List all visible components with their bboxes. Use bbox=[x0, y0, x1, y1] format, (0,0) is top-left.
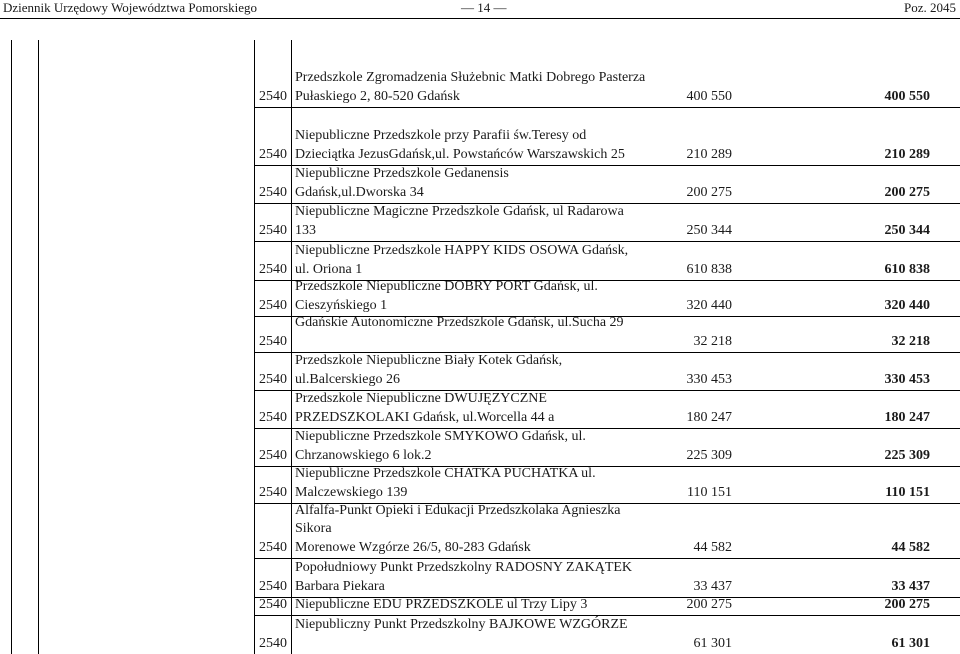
total-value: 320 440 bbox=[884, 298, 930, 313]
institution-description bbox=[295, 165, 735, 202]
description-line: Niepubliczne EDU PRZEDSZKOLE ul Trzy Lipy 3 bbox=[295, 596, 588, 612]
table-row bbox=[0, 203, 960, 241]
table-row bbox=[0, 106, 960, 165]
table-row bbox=[0, 352, 960, 390]
section-code: 2540 bbox=[259, 540, 287, 555]
description-line bbox=[295, 333, 735, 352]
description-line: Przedszkole Niepubliczne DOBRY PORT Gdańsk, ul. bbox=[295, 279, 598, 294]
institution-description bbox=[295, 69, 735, 106]
section-code: 2540 bbox=[259, 597, 287, 612]
table-row bbox=[0, 615, 960, 654]
table-row bbox=[0, 165, 960, 203]
table-row bbox=[0, 44, 960, 107]
total-value: 610 838 bbox=[884, 262, 930, 277]
description-line bbox=[295, 635, 735, 654]
amount-value: 225 309 bbox=[686, 448, 732, 463]
description-line: Niepubliczne Magiczne Przedszkole Gdańsk, ul Radarowa bbox=[295, 204, 624, 219]
table-row bbox=[0, 503, 960, 558]
description-line: Dzieciątka JezusGdańsk,ul. Powstańców Warszawskich 25 bbox=[295, 146, 625, 162]
description-line: ul. Oriona 1 bbox=[295, 261, 363, 277]
amount-value: 44 582 bbox=[693, 540, 732, 555]
table-row bbox=[0, 241, 960, 280]
amount-value: 61 301 bbox=[693, 636, 732, 651]
description-line: Pułaskiego 2, 80-520 Gdańsk bbox=[295, 88, 460, 104]
total-value: 44 582 bbox=[891, 540, 930, 555]
description-line: Przedszkole Niepubliczne Biały Kotek Gdańsk, bbox=[295, 353, 563, 368]
section-code: 2540 bbox=[259, 185, 287, 200]
table-row bbox=[0, 428, 960, 466]
description-line: Niepubliczne Przedszkole Gedanensis bbox=[295, 166, 509, 181]
table-row bbox=[0, 390, 960, 428]
description-line: Niepubliczny Punkt Przedszkolny BAJKOWE WZGÓRZE bbox=[295, 617, 628, 632]
description-line: Gdańskie Autonomiczne Przedszkole Gdańsk, ul.Sucha 29 bbox=[295, 315, 624, 330]
description-line: Niepubliczne Przedszkole CHATKA PUCHATKA ul. bbox=[295, 466, 596, 481]
table-row bbox=[0, 558, 960, 597]
table-row bbox=[0, 597, 960, 615]
description-line: Niepubliczne Przedszkole przy Parafii św.Teresy od bbox=[295, 128, 587, 143]
institution-description bbox=[295, 278, 735, 315]
description-line: Chrzanowskiego 6 lok.2 bbox=[295, 447, 432, 463]
description-line: Morenowe Wzgórze 26/5, 80-283 Gdańsk bbox=[295, 539, 531, 555]
page-number: — 14 — bbox=[461, 0, 507, 15]
amount-value: 180 247 bbox=[686, 410, 732, 425]
total-value: 200 275 bbox=[884, 597, 930, 612]
institution-description bbox=[295, 127, 735, 164]
institution-description bbox=[295, 465, 735, 502]
amount-value: 32 218 bbox=[693, 334, 732, 349]
section-code: 2540 bbox=[259, 223, 287, 238]
total-value: 330 453 bbox=[884, 372, 930, 387]
institution-description bbox=[295, 428, 735, 465]
institution-description bbox=[295, 390, 735, 427]
section-code: 2540 bbox=[259, 262, 287, 277]
section-code: 2540 bbox=[259, 89, 287, 104]
section-code: 2540 bbox=[259, 372, 287, 387]
description-line: Przedszkole Zgromadzenia Służebnic Matki Dobrego Pasterza bbox=[295, 70, 646, 85]
section-code: 2540 bbox=[259, 485, 287, 500]
description-line: Alfalfa-Punkt Opieki i Edukacji Przedszkolaka Agnieszka bbox=[295, 502, 621, 518]
section-code: 2540 bbox=[259, 410, 287, 425]
total-value: 225 309 bbox=[884, 448, 930, 463]
section-code: 2540 bbox=[259, 448, 287, 463]
table-row bbox=[0, 280, 960, 316]
amount-value: 610 838 bbox=[686, 262, 732, 277]
page-header bbox=[0, 0, 960, 19]
institution-description bbox=[295, 314, 735, 351]
institution-description bbox=[295, 559, 735, 596]
amount-value: 200 275 bbox=[686, 185, 732, 200]
amount-value: 210 289 bbox=[686, 147, 732, 162]
description-line: PRZEDSZKOLAKI Gdańsk, ul.Worcella 44 a bbox=[295, 409, 555, 425]
amount-value: 110 151 bbox=[687, 485, 732, 500]
table-row bbox=[0, 316, 960, 352]
institution-description bbox=[295, 596, 735, 615]
institution-description bbox=[295, 242, 735, 279]
amount-value: 320 440 bbox=[686, 298, 732, 313]
total-value: 200 275 bbox=[884, 185, 930, 200]
section-code: 2540 bbox=[259, 636, 287, 651]
total-value: 180 247 bbox=[884, 410, 930, 425]
institution-description bbox=[295, 616, 735, 653]
description-line: Popołudniowy Punkt Przedszkolny RADOSNY ZAKĄTEK bbox=[295, 560, 633, 575]
total-value: 33 437 bbox=[891, 579, 930, 594]
table-row bbox=[0, 466, 960, 503]
description-line: Sikora bbox=[295, 521, 332, 536]
section-code: 2540 bbox=[259, 334, 287, 349]
description-line: Malczewskiego 139 bbox=[295, 484, 408, 500]
institution-description bbox=[295, 203, 735, 240]
amount-value: 400 550 bbox=[686, 89, 732, 104]
total-value: 110 151 bbox=[885, 485, 930, 500]
description-line: Gdańsk,ul.Dworska 34 bbox=[295, 184, 424, 200]
institution-description bbox=[295, 502, 735, 558]
position-number: Poz. 2045 bbox=[904, 0, 956, 15]
amount-value: 33 437 bbox=[693, 579, 732, 594]
total-value: 400 550 bbox=[884, 89, 930, 104]
section-code: 2540 bbox=[259, 298, 287, 313]
description-line: Przedszkole Niepubliczne DWUJĘZYCZNE bbox=[295, 391, 547, 406]
total-value: 32 218 bbox=[891, 334, 930, 349]
total-value: 61 301 bbox=[891, 636, 930, 651]
total-value: 250 344 bbox=[884, 223, 930, 238]
description-line: Niepubliczne Przedszkole SMYKOWO Gdańsk, ul. bbox=[295, 429, 586, 444]
description-line: ul.Balcerskiego 26 bbox=[295, 371, 400, 387]
description-line: Niepubliczne Przedszkole HAPPY KIDS OSOWA Gdańsk, bbox=[295, 243, 629, 258]
section-code: 2540 bbox=[259, 147, 287, 162]
total-value: 210 289 bbox=[884, 147, 930, 162]
section-code: 2540 bbox=[259, 579, 287, 594]
amount-value: 330 453 bbox=[686, 372, 732, 387]
institution-description bbox=[295, 352, 735, 389]
amount-value: 200 275 bbox=[686, 597, 732, 612]
amount-value: 250 344 bbox=[686, 223, 732, 238]
journal-title: Dziennik Urzędowy Województwa Pomorskiego bbox=[3, 0, 257, 15]
description-line: 133 bbox=[295, 222, 316, 238]
description-line: Cieszyńskiego 1 bbox=[295, 297, 388, 313]
description-line: Barbara Piekara bbox=[295, 578, 385, 594]
